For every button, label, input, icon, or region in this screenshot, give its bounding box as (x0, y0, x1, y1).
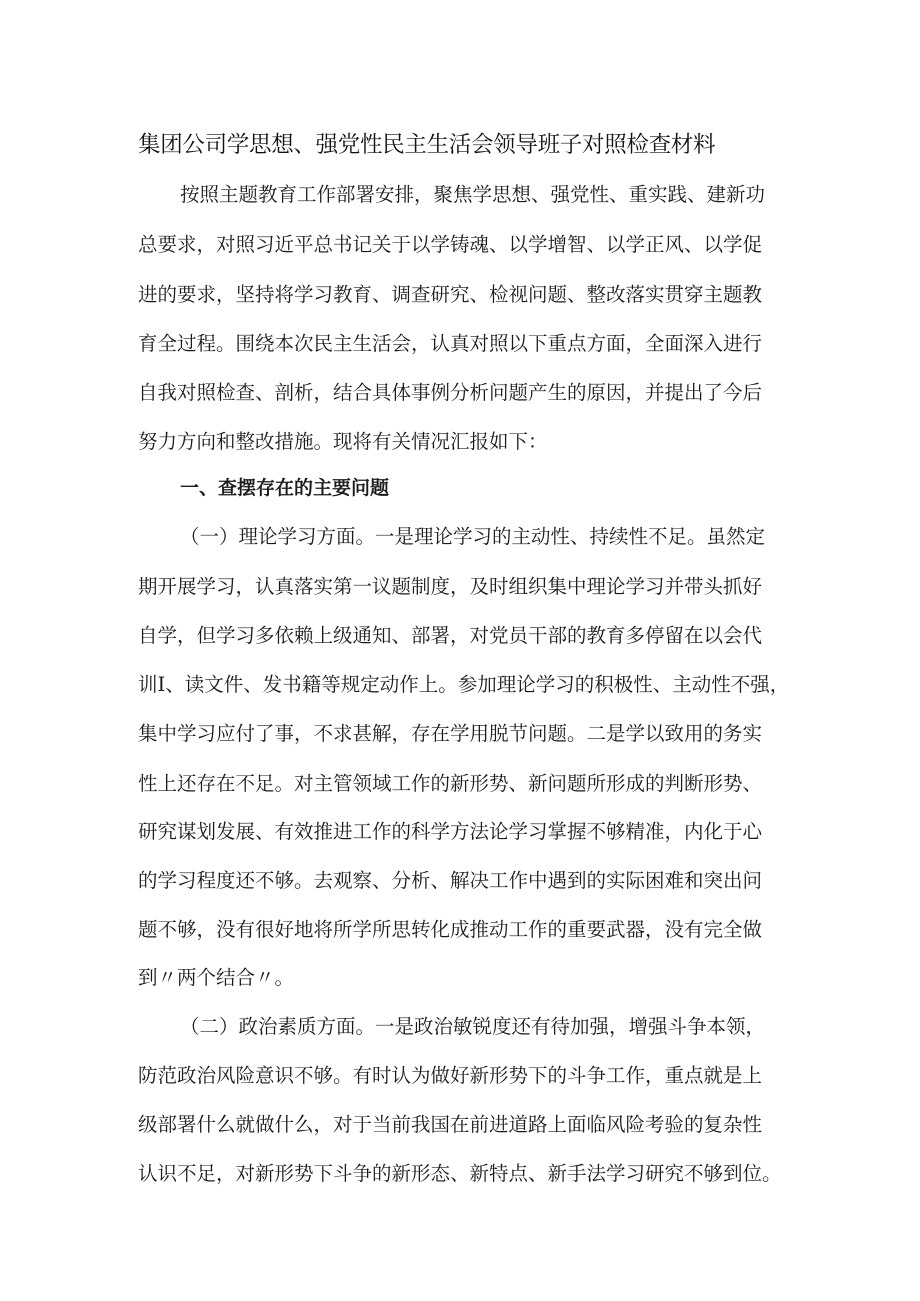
intro-line-1: 按照主题教育工作部署安排，聚焦学思想、强党性、重实践、建新功 (180, 183, 766, 206)
para1-line-2: 期开展学习，认真落实第一议题制度，及时组织集中理论学习并带头抓好 (138, 575, 763, 598)
para1-line-9: 题不够，没有很好地将所学所思转化成推动工作的重要武器，没有完全做 (138, 918, 763, 941)
para2-line-4: 认识不足，对新形势下斗争的新形态、新特点、新手法学习研究不够到位。 (138, 1162, 782, 1185)
para2-line-1: （二）政治素质方面。一是政治敏锐度还有待加强，增强斗争本领， (180, 1015, 766, 1038)
document-title: 集团公司学思想、强党性民主生活会领导班子对照检查材料 (138, 132, 716, 158)
para1-line-3: 自学，但学习多依赖上级通知、部署，对党员干部的教育多停留在以会代 (138, 624, 763, 647)
para1-line-10: 到〃两个结合〃。 (138, 966, 295, 989)
para1-line-1: （一）理论学习方面。一是理论学习的主动性、持续性不足。虽然定 (180, 525, 766, 548)
intro-line-2: 总要求，对照习近平总书记关于以学铸魂、以学增智、以学正风、以学促 (138, 233, 763, 256)
para2-line-3: 级部署什么就做什么，对于当前我国在前进道路上面临风险考验的复杂性 (138, 1113, 763, 1136)
para1-line-4: 训Ⅰ、读文件、发书籍等规定动作上。参加理论学习的积极性、主动性不强， (138, 673, 790, 696)
para1-line-5: 集中学习应付了事，不求甚解，存在学用脱节问题。二是学以致用的务实 (138, 722, 763, 745)
para1-line-6: 性上还存在不足。对主管领域工作的新形势、新问题所形成的判断形势、 (138, 772, 763, 795)
section-heading-1: 一、查摆存在的主要问题 (180, 477, 390, 499)
intro-line-6: 努力方向和整改措施。现将有关情况汇报如下： (138, 430, 548, 453)
para2-line-2: 防范政治风险意识不够。有时认为做好新形势下的斗争工作，重点就是上 (138, 1064, 763, 1087)
para1-line-7: 研究谋划发展、有效推进工作的科学方法论学习掌握不够精准，内化于心 (138, 820, 763, 843)
intro-line-3: 进的要求，坚持将学习教育、调查研究、检视问题、整改落实贯穿主题教 (138, 283, 763, 306)
para1-line-8: 的学习程度还不够。去观察、分析、解决工作中遇到的实际困难和突出问 (138, 869, 763, 892)
intro-line-5: 自我对照检查、剖析，结合具体事例分析问题产生的原因，并提出了今后 (138, 381, 763, 404)
intro-line-4: 育全过程。围绕本次民主生活会，认真对照以下重点方面，全面深入进行 (138, 332, 763, 355)
